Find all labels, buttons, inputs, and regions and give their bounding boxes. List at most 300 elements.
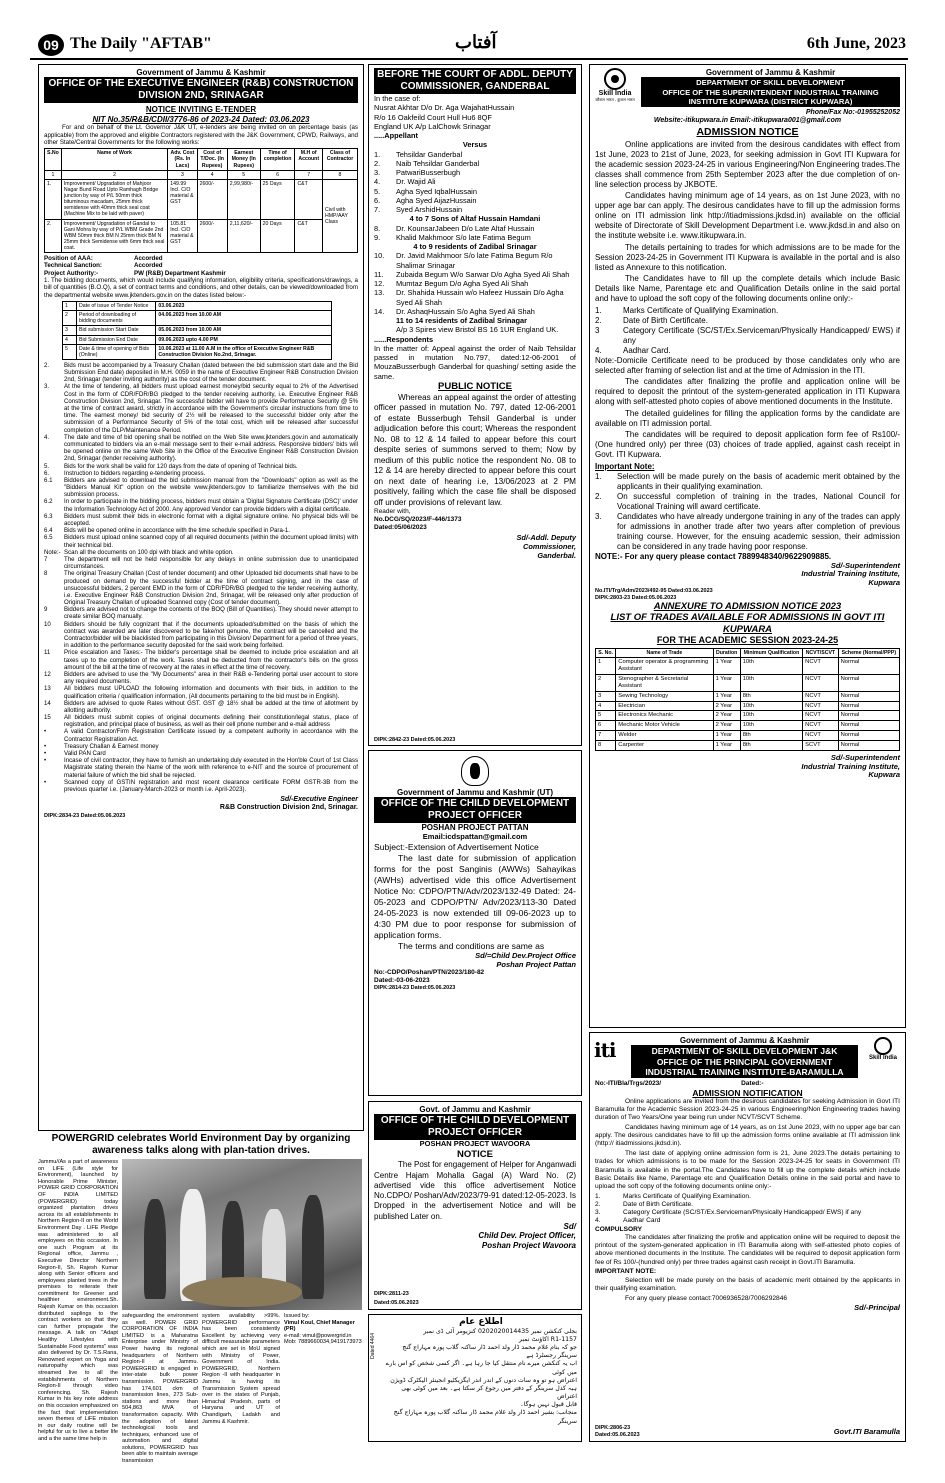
table-cell: Normal — [838, 675, 899, 692]
list-item — [44, 527, 358, 534]
table-cell: 2600/- — [197, 179, 227, 219]
wavoora-title: NOTICE — [457, 1149, 493, 1161]
table-row — [63, 335, 332, 344]
item-text: Marks Certificate of Qualifying Examination. — [623, 1192, 751, 1200]
table-row — [45, 219, 358, 253]
court-date: Dated:05/06/2023 — [374, 524, 427, 532]
item-text: At the time of tendering, all bidders must upload earnest money/bid security equal to 2% of the Advertised Cost in the form of CDR/FDR/BG pledged to the tender receiving authority, i.e. Executive Engineer R&B Construction Division 2nd, Srinagar. The successful bidder will have to provide Performance Security @ 5% at the time of contract award, strictly in accordance with the Government's circular instructions from time to time. The earnest money/ bid security of 2½ will be released to the successful bidder only after the submission of a Performance Security of 5% of the total cost, which will be released after successful completion of the DLP/Maintenance Period. — [64, 383, 358, 434]
list-item — [44, 714, 358, 728]
table-cell: 09.06.2023 upto 4.00 PM — [156, 335, 332, 344]
powergrid-article — [38, 1133, 364, 1465]
kupwara-imp-title: Important Note: — [595, 461, 655, 471]
baramulla-query: For any query please contact:7006936528/7006292846 — [625, 1294, 788, 1302]
article-col3-wrap — [202, 1313, 280, 1425]
item-text: Bidders are advised to quote Rates without GST. GST @ 18½ shall be added at the time of allotment by allotting authority. — [64, 699, 358, 714]
item-text: Bidders are advised to download the bid submission manual from the "Downloads" option as well as the "Bidders Manual Kit" option on the website www.jktenders.gov to familiarize themselves with the bid submission process. — [64, 476, 358, 499]
table-cell: 1 Year — [713, 691, 740, 701]
list-item — [595, 1193, 900, 1201]
trades-header: Duration — [713, 649, 740, 658]
tender-signatory: Sd/-Executive Engineer — [280, 796, 358, 804]
field-label: Project Authority:- — [44, 269, 99, 277]
table-cell: 2,11,620/- — [227, 219, 260, 253]
table-cell: 8th — [740, 691, 802, 701]
works-col-number: 2 — [61, 170, 167, 179]
item-number: 8 — [44, 570, 48, 578]
item-number: 2. — [44, 361, 50, 369]
tender-nit: NIT No.35/R&B/CDII/3776-86 of 2023-24 Dated: 03.06.2023 — [92, 114, 310, 124]
reader-line: Reader with, — [374, 508, 411, 516]
table-cell: Improvement/ Upgradation of Gandal to Gani Mohra by way of P/L WBM Grade 2nd WBM 50mm thick BM N 25mm thick BM N 25mm thick Semidense with 6mm thick seal coat. — [61, 219, 167, 253]
item-number: • — [44, 757, 47, 765]
table-cell: Improvement/ Upgradation of Mahjoor Nagar Bund Road Upto Ramhagh Bridge junction by way of P/L 50mm thick bituminous macadam, 25mm thick semidense with 40mm thick seal coat (Machine Mix to be laid with paver) — [61, 179, 167, 219]
baramulla-imp-title: IMPORTANT NOTE: — [595, 1268, 657, 1276]
table-cell: 3 — [596, 691, 616, 701]
list-item — [44, 606, 358, 620]
aaa-row — [44, 255, 358, 262]
skill-india-logo-2 — [865, 1037, 901, 1062]
baramulla-para: Selection will be made purely on the basis of academic merit obtained by the applicants in their qualifying examination. — [595, 1276, 900, 1292]
works-header: Name of Work — [61, 149, 167, 170]
item-number: 3. — [374, 168, 381, 177]
item-text: Dr. Wajid Ali — [396, 177, 436, 187]
kupwara-note: Note:-Domicile Certificate need to be produced by those candidates only who are selected after framing of selection list and at the time of Admission in the ITI. — [595, 355, 900, 375]
annexure-session: FOR THE ACADEMIC SESSION 2023-24-25 — [656, 634, 839, 645]
item-text: Mumtaz Begum D/o Agha Syed Ali Shah — [396, 279, 529, 288]
list-item — [595, 1217, 900, 1225]
urdu-line: ہبہ کدل سرینگر کے دفتر میں رجوع کر سکتا ہے۔ بعد میں کوئی بھی اعتراض — [401, 1384, 577, 1401]
respondent-item — [374, 270, 576, 279]
item-text: All bidders must UPLOAD the following information and documents with their bids, in addition to the qualification criteria / qualification information, (All documents pertaining to the bid must be in English). — [64, 685, 358, 700]
item-text: Bidders must submit their bids in electronic format with a digital signature online. No physical bids will be accepted. — [64, 512, 358, 527]
table-cell: 25 Days — [260, 179, 295, 219]
item-text: Bidders should be fully cognizant that if the documents uploaded/submitted on the basis of which the contract was awarded are later discovered to be fake/not genuine, the contract will be cancelled and the Contractor/bidder will be blacklisted from participating in this Division/ Department for a period of three years, in addition to the performance security deposited for the said work being forfeited. — [64, 620, 358, 650]
urdu-line: اعتراض ہو تو وہ سات دنوں کے اندر اندر ایگزیکٹیو انجینئر الیکٹرک ڈویژن — [390, 1376, 577, 1384]
trades-header: NCVT/SCVT — [803, 649, 838, 658]
list-item — [374, 150, 576, 159]
table-cell: 8th — [740, 731, 802, 741]
court-signatory: Ganderbal. — [537, 551, 576, 560]
list-item — [44, 671, 358, 685]
table-cell: 5 — [63, 344, 77, 359]
table-row — [596, 701, 900, 711]
item-number: 12 — [44, 670, 51, 678]
public-notice-title: PUBLIC NOTICE — [438, 380, 512, 392]
table-cell: Bid submission Start Date — [77, 326, 156, 335]
table-cell: NCVT — [803, 711, 838, 721]
skill-india-logo — [594, 68, 636, 103]
table-cell: 8th — [740, 740, 802, 750]
respondent-item — [374, 288, 576, 307]
table-cell: 105.81 Incl. C/O material & GST — [168, 219, 197, 253]
item-number: 4. — [44, 433, 50, 441]
kupwara-para: Candidates having minimum age of 14 years, as on 1st June 2023, with no upper age bar can apply. The desirous candidates have to fill up the admission forms online on ITI admission link http://itiadmissions.jkdsd.in) available on the official website of Directorate of Skill Development Department i.e. www.jkdsd.in and also on the institute website i.e. www.itikupwara.in. — [595, 191, 900, 241]
item-number: 1. — [595, 1192, 601, 1200]
item-number: 13. — [374, 288, 385, 298]
table-cell: Normal — [838, 731, 899, 741]
respondent-list — [374, 150, 576, 215]
item-number: 6. — [44, 469, 50, 477]
baramulla-para: Candidates having minimum age of 14 years, as on 1st June 2023, with no upper age bar can apply. The desirous candidates have to fill up the admission forms online available at ITI admission link (http:// itiadmissions.jkdsd.in). — [595, 1123, 900, 1148]
list-item — [595, 1201, 900, 1209]
works-col-number: 3 — [168, 170, 197, 179]
skill-india-label: Skill India — [598, 90, 632, 97]
table-cell: 1 Year — [713, 675, 740, 692]
table-cell: Electrician — [616, 701, 713, 711]
item-text: Date of Birth Certificate. — [623, 1200, 693, 1208]
respondent-group: 11 to 14 residents of Zadibal Srinagar — [396, 316, 528, 325]
list-item — [44, 513, 358, 527]
wavoora-body: The Post for engagement of Helper for Anganwadi Centre Hajam Mohalla Gagal (A) Ward No. (2) advertised vide this office advertisement Notice No.CDPO/ Poshan/Adv/2023/79-91 dated:12-05-2023. Is Dropped in the advertisement Notice and will be published Later on. — [374, 1160, 576, 1221]
item-number: 1. — [595, 305, 602, 315]
ts-row — [44, 262, 358, 269]
table-cell: Normal — [838, 691, 899, 701]
kupwara-office-banner — [641, 77, 900, 106]
works-header: Cost of T/Doc. (In Rupees) — [197, 149, 227, 170]
works-col-number: 1 — [45, 170, 62, 179]
works-header: Class of Contractor — [322, 149, 357, 170]
pattan-office: OFFICE OF THE CHILD DEVELOPMENT PROJECT OFFICER — [374, 797, 576, 823]
respondent-group: 4 to 7 Sons of Altaf Hussain Hamdani — [409, 214, 541, 224]
appellant-line: England UK A/p LalChowk Srinagar — [374, 121, 491, 131]
item-number: 13 — [44, 685, 51, 693]
table-cell: 2600/- — [197, 219, 227, 253]
item-text: Candidates who have already undergone training in any of the trades can apply for admissions in another trade after two years after completion of previous training course. However, for the ensuing academic session, their admission can be considered in any trade having poor response. — [617, 511, 900, 551]
table-cell: NCVT — [803, 701, 838, 711]
item-number: 6.1 — [44, 476, 53, 484]
baramulla-office-banner — [631, 1045, 858, 1078]
issue-date: 6th June, 2023 — [806, 35, 906, 52]
baramulla-signatory: Govt.ITI Baramulla — [833, 1427, 900, 1437]
item-number: 11. — [374, 269, 384, 279]
table-row — [63, 344, 332, 359]
list-item — [374, 168, 576, 177]
table-cell: 10th — [740, 675, 802, 692]
paper-logo: آفتاب — [455, 32, 497, 53]
table-row — [596, 691, 900, 701]
baramulla-dept: DEPARTMENT OF SKILL DEVELOPMENT J&K — [651, 1046, 838, 1057]
works-header: Earnest Money (In Rupees) — [227, 149, 260, 170]
list-item — [44, 362, 358, 384]
table-cell: Carpenter — [616, 740, 713, 750]
trades-table — [595, 648, 900, 750]
works-header: S.No — [45, 149, 62, 170]
table-cell: 10th — [740, 721, 802, 731]
field-value: Accorded — [134, 262, 163, 270]
table-cell: NCVT — [803, 731, 838, 741]
wavoora-signatory: Child Dev. Project Officer, — [478, 1231, 576, 1241]
case-label: In the case of: — [374, 94, 421, 103]
list-item — [44, 556, 358, 570]
urdu-line: اب یہ کنکشن میرے نام منتقل کیا جا رہا ہے۔ اگر کسی شخص کو اس بارے میں کوئی — [385, 1360, 577, 1376]
item-number: 2. — [374, 158, 381, 168]
baramulla-ref-row — [595, 1080, 900, 1088]
item-text: Bids for the work shall be valid for 120 days from the date of opening of Technical bids. — [64, 462, 298, 470]
skill-india-label: Skill India — [868, 1055, 897, 1061]
item-text: Dr. AshaqHussain S/o Agha Syed Ali Shah — [396, 306, 535, 316]
court-ref-no: No.DCG/SQ/2023/F-446/1373 — [374, 516, 462, 524]
item-number: 14 — [44, 699, 51, 707]
works-header: Adv. Cost (Rs. In Lacs) — [168, 149, 197, 170]
tender-govt: Government of Jammu & Kashmir — [136, 68, 266, 77]
list-item — [44, 728, 358, 742]
list-item — [44, 649, 358, 671]
item-number: 6.3 — [44, 512, 53, 520]
table-cell: Normal — [838, 658, 899, 675]
matter-text: In the matter of: Appeal against the order of Naib Tehsildar passed in mutation No.797, dated:12-06-2001 of MouzaBusserbugh Ganderbal for quashing/ setting aside the same. — [374, 343, 576, 381]
list-item — [374, 159, 576, 168]
item-number: 1. — [374, 149, 381, 159]
article-col1: Jammu//As a part of awareness on LiFE (Life style for Environment), launched by Honorable Prime Minister, POWER GRID CORPORATION OF INDIA LIMITED (POWERGRID) today organized plantation drives across its all establishments in Northern Region-II on the World Environment Day . LiFE Pledge was administered to all employees on this occasion. In one such Program at its Regional office, Jammu , Executive Director Northern Region-II, Sh. Rajesh Kumar along with Senior officers and employees planted trees in the premises to reiterate their commitment for Greener and healthier environment.Sh. Rajesh Kumar on this occasion distributed saplings to the contract workers so that they can further propagate the message. A talk on "Adapt Healthy Lifestyles with Sustainable Food systems" was also delivered by Dr. T.S.Rana, Renowned expert on Yoga and naturopathy which was streamed live to all the establishments of Northern Region-II through video conferencing. Sh. Rajesh Kumar in his key note address on this occasion emphasized on the fact that implementation seven themes of LiFE mission in our daily routine will be helpful for us to live a better life and a the same time help in — [38, 1159, 118, 1442]
baramulla-title: ADMISSION NOTIFICATION — [692, 1087, 803, 1098]
table-cell: 10th — [740, 658, 802, 675]
item-text: Aadhar Card. — [623, 345, 671, 355]
list-item — [44, 743, 358, 750]
table-cell: Normal — [838, 721, 899, 731]
trades-header: S. No. — [596, 649, 616, 658]
respondent-address: A/p 3 Spires view Bristol BS 16 1UR England UK. — [396, 325, 559, 335]
item-number: 12. — [374, 279, 385, 288]
table-cell: Civil with HMP/AAY Class — [322, 179, 357, 252]
item-number: 6. — [374, 195, 381, 205]
list-item — [44, 750, 358, 757]
iti-logo: iti — [594, 1038, 616, 1062]
list-item — [595, 316, 900, 326]
item-number: • — [44, 778, 47, 786]
wavoora-signatory: Poshan Project Wavoora — [481, 1240, 576, 1250]
item-number: 5. — [374, 186, 381, 196]
list-item — [595, 306, 900, 316]
field-label: Position of AAA: — [44, 255, 93, 263]
pattan-body — [374, 842, 576, 952]
table-cell: 1 Year — [713, 731, 740, 741]
kupwara-para: The detailed guidelines for filling the application forms by the candidate are available on ITI admission portal. — [595, 408, 900, 428]
list-item — [374, 177, 576, 186]
table-cell: 1. — [45, 179, 62, 219]
field-value: Accorded — [134, 255, 163, 263]
kupwara-para: The candidates after finalizing the profile and application online will be required to deposit the printout of the system-generated application in ITI Kupwara along with self-attested photo copies of above mentioned documents in the Institute. — [595, 377, 900, 407]
item-number: 2. — [595, 1200, 601, 1208]
item-text: In order to participate in the bidding process, bidders must obtain a 'Digital Signature Certificate (DSC)' under the Information Technology Act of 2000. Any approved Vendor can provide bidders with a digital certificate. — [64, 498, 358, 513]
pattan-subject: Subject:-Extension of Advertisement Notice — [374, 841, 539, 852]
item-number: 2. — [595, 491, 602, 501]
item-number: 10 — [44, 620, 51, 628]
table-cell: 20 Days — [260, 219, 295, 253]
field-label: Technical Sanction: — [44, 262, 102, 270]
tender-notice — [38, 64, 364, 1131]
table-cell: Sewing Technology — [616, 691, 713, 701]
list-item — [44, 383, 358, 433]
masthead — [30, 32, 908, 60]
item-number: 14. — [374, 306, 385, 316]
list-item — [595, 472, 900, 492]
table-cell: 149.99 Incl. C/O material & GST — [168, 179, 197, 219]
item-text: Bids will be opened online in accordance with the time schedule specified in Para-1. — [64, 527, 290, 535]
table-cell: 5 — [596, 711, 616, 721]
iti-kupwara-notice — [589, 64, 906, 1028]
item-text: Incase of civil contractor, they have to furnish an undertaking duly executed in the Hon'ble Court of 1st Class Magistrate stating therein the Name of the work with reference to e-NIT and the source of procurement of material failure of which the bid shall be rejected. — [64, 757, 358, 779]
table-cell: Normal — [838, 711, 899, 721]
respondent-item — [374, 251, 576, 270]
item-number: 7. — [374, 205, 381, 214]
works-col-number: 4 — [197, 170, 227, 179]
item-text: The date and time of bid opening shall be notified on the Web Site www.jktenders.gov.in and automatically communicated to bidders via an e-mail message sent to their e-mail address. Responsive bidders' bids will be opened online on the same Web Site in the Office of the Executive Engineer R&B Construction Division 2nd, Srinagar (tender receiving authority). — [64, 433, 358, 463]
table-cell: 05.06.2023 from 10.00 AM — [156, 326, 332, 335]
page-number: 09 — [38, 34, 64, 56]
article-col2: safeguarding the environment as well. POWER GRID CORPORATION OF INDIA LIMITED is a Maharatna Enterprise under Ministry of Power having its regional headquarters of Northern Region-II at Jammu. POWERGRID is engaged in inter-state bulk power transmission. POWERGRID has 174,601 ckm of transmission lines, 273 Sub-stations and more than 504,863 MVA of transformation capacity. With the adoption of latest technological tools and techniques, enhanced use of automation and digital solutions, POWERGRID has been able to maintain average transmission — [122, 1313, 198, 1465]
works-col-number: 5 — [227, 170, 260, 179]
table-cell: 2 — [63, 311, 77, 326]
baramulla-office: OFFICE OF THE PRINCIPAL GOVERNMENT INDUSTRIAL TRAINING INSTITUTE-BARAMULLA — [645, 1056, 844, 1077]
list-item — [44, 434, 358, 463]
urdu-line: منجانب: بشیر احمد ڈار ولد غلام محمد ڈار ساکنہ گلاب پورہ مہاراج گنج سرینگر — [393, 1409, 577, 1425]
item-text: Selection will be made purely on the basis of academic merit obtained by the applicants in their qualifying examination. — [617, 471, 900, 491]
table-row — [63, 302, 332, 311]
list-item — [595, 512, 900, 552]
cdpo-pattan-notice — [368, 750, 582, 1096]
item-number: 1. — [595, 471, 602, 481]
urdu-body — [385, 1328, 577, 1426]
appellant-line: Nusrat Akhtar D/o Dr. Aga WajahatHussain — [374, 103, 515, 113]
item-text: The department will not be held responsible for any delays in online submission due to unanticipated circumstances. — [64, 555, 358, 571]
annexure-subtitle: LIST OF TRADES AVAILABLE FOR ADMISSIONS IN GOVT ITI KUPWARA — [610, 612, 885, 635]
tender-clauses — [44, 362, 358, 793]
wavoora-date: Dated:05.06.2023 — [374, 1299, 419, 1306]
baramulla-dipk-date: Dated:05.06.2023 — [595, 1431, 640, 1438]
item-number: 8. — [374, 223, 381, 233]
item-text: Category Certificate (SC/ST/Ex.Serviceman/Physically Handicapped/ EWS) if any — [623, 1209, 862, 1217]
baramulla-para: The candidates after finalizing the profile and application online will be required to deposit the printout of the system-generated application in ITI Baramulla along with self-attested photo copies of above mentioned documents in the Institute. The candidates will be required to deposit application form fee of Rs 100/-(hundred only) per three trades against cash receipt in Govt.ITI Baramulla. — [595, 1233, 900, 1266]
item-text: Dr. Shahida Hussain w/o Hafeez Hussain D/o Agha Syed Ali Shah — [396, 288, 564, 307]
pattan-email: Email:icdspattan@gmail.com — [422, 831, 528, 841]
item-number: 15 — [44, 714, 51, 722]
respondent-item — [374, 233, 576, 242]
table-cell: Bid Submission End Date — [77, 335, 156, 344]
table-cell: 8 — [596, 740, 616, 750]
item-text: On successful completion of training in the trades, National Council for Vocational Training will award certificate. — [617, 491, 900, 511]
item-number: • — [44, 750, 47, 757]
item-number: 3 — [595, 325, 600, 335]
baramulla-dated: Dated:- — [741, 1080, 764, 1087]
table-cell: Date & time of opening of Bids (Online) — [77, 344, 156, 359]
item-text: Agha Syed AijazHussain — [396, 195, 477, 205]
table-cell: 2 — [596, 675, 616, 692]
list-item — [44, 779, 358, 793]
wavoora-signatory: Sd/ — [563, 1221, 576, 1231]
table-row — [596, 740, 900, 750]
kupwara-phone: Phone/Fax No:-01955252052 — [805, 108, 900, 116]
kupwara-para: The Candidates have to fill up the complete details which include Basic Details like Name, Parentage etc and Qualification Details online in the said portal and have to upload the soft copy of the following documents online only:- — [595, 274, 900, 304]
item-number: Note:- — [44, 548, 61, 556]
kupwara-docs — [595, 306, 900, 356]
kupwara-office: OFFICE OF THE SUPERINTENDENT INDUSTRIAL TRAINING INSTITUTE KUPWARA (DISTRICT KUPWARA) — [662, 87, 879, 106]
table-row — [596, 658, 900, 675]
table-cell: NCVT — [803, 721, 838, 731]
pa-row — [44, 270, 358, 277]
table-row — [596, 731, 900, 741]
tender-dipk: DIPK:2834-23 Dated:05.06.2023 — [44, 812, 126, 819]
respondent-group: 4 to 9 residents of Zadibal Srinagar — [413, 242, 537, 251]
annexure-signatory: Kupwara — [868, 770, 900, 780]
kupwara-govt: Government of Jammu & Kashmir — [705, 68, 836, 77]
item-text: Date of Birth Certificate. — [623, 315, 708, 325]
table-cell: 1 — [596, 658, 616, 675]
list-item — [44, 621, 358, 650]
baramulla-signatory: Sd/-Principal — [854, 1303, 900, 1313]
trades-header: Name of Trade — [616, 649, 713, 658]
urdu-line: بجلی کنکشن نمبر 0202020014435 کنزیومر آئی ڈی نمبر — [423, 1327, 577, 1335]
item-number: 9 — [44, 606, 48, 614]
court-signatory: Commissioner, — [523, 541, 576, 551]
issued-by: Issued by: — [284, 1313, 310, 1319]
list-item — [44, 549, 358, 556]
item-number: • — [44, 728, 47, 736]
tender-title: NOTICE INVITING E-TENDER — [145, 105, 257, 115]
item-number: 4. — [595, 345, 602, 355]
kupwara-para: Online applications are invited from the desirous candidates with effect from 1st June, 2023 to 21st of June, 2023, for seeking admission in Govt ITI Kupwara for the academic session 2023-24-25 in various Engineering/Non Engineering trades.The classes shall commence from 25th September 2023 after the due completion of on-line selection process by JKBOTE. — [595, 139, 900, 189]
table-cell: 2 Year — [713, 711, 740, 721]
kupwara-para: The details pertaining to trades for which admissions are to be made for the Session 2023-24-25 in Government ITI Kupwara is available in the portal and is also listed as Annexure to this notification. — [595, 242, 900, 272]
respondent-item — [374, 307, 576, 316]
kupwara-signatory: Industrial Training Institute, — [801, 569, 900, 579]
table-row — [63, 326, 332, 335]
table-cell: 03.06.2023 — [156, 302, 332, 311]
table-cell: 1 — [63, 302, 77, 311]
kupwara-signatory: Sd/-Superintendent — [830, 560, 900, 570]
court-dipk: DIPK:2842-23 Dated:05.06.2023 — [374, 736, 456, 743]
respondent-item — [374, 224, 576, 233]
baramulla-docs — [595, 1193, 900, 1226]
item-text: Tehsildar Ganderbal — [396, 149, 463, 159]
list-item — [374, 205, 576, 214]
item-number: 10. — [374, 251, 385, 261]
item-text: Dr. Javid Makhmoor S/o late Fatima Begum R/o Shalimar Srinagar — [396, 251, 553, 270]
item-text: Bidders are advised to use the "My Documents" area in their R&B e-Tendering portal user account to store any required documents. — [64, 670, 358, 686]
item-number: 6.2 — [44, 498, 53, 506]
item-number: 4. — [374, 177, 381, 187]
item-text: Khalid Makhmoor S/o late Fatima Begum — [396, 232, 531, 242]
field-value: PW (R&B) Department Kashmir — [134, 269, 226, 277]
works-header: Time of completion — [260, 149, 295, 170]
list-item — [595, 492, 900, 512]
pattan-text: The last date for submission of application forms for the post Sanginis (AWWs) Sahayikas (AWHs) advertised vide this office Advertisement Notice No: CDPO/PTN/Adv/2023/132-49 Dated: 24-05-2023 and CDPO/PTN/ Adv/2023/113-30 Dated 24-05-2023 is now extended till 09-06-2023 up to 4:30 PM due to poor response for submission of application forms. — [374, 852, 576, 940]
tender-signatory-office: R&B Construction Division 2nd, Srinagar. — [219, 804, 358, 812]
list-item — [44, 498, 358, 512]
table-cell: 10th — [740, 711, 802, 721]
table-cell: 1 Year — [713, 658, 740, 675]
table-cell: Electronics Mechanic — [616, 711, 713, 721]
pattan-signatory: Sd/=Child Dev.Project Office — [475, 950, 576, 960]
urdu-notice — [368, 1314, 582, 1442]
annexure-title: ANNEXURE TO ADMISSION NOTICE 2023 — [653, 601, 842, 613]
works-col-number: 8 — [322, 170, 357, 179]
table-cell: Normal — [838, 740, 899, 750]
item-text: A valid Contractor/Firm Registration Certificate issued by a competent authority in accordance with the Contractor Registration Act. — [64, 728, 358, 743]
item-number: 7 — [44, 555, 48, 563]
trades-header: Minimum Qualification — [740, 649, 802, 658]
table-row — [63, 311, 332, 326]
appellant-line: R/o 16 Oakfeild Court Hull Hu6 8QF — [374, 112, 492, 122]
appellant-label: .....Appellant — [374, 131, 418, 140]
pattan-date: Dated:-03-06-2023 — [374, 977, 430, 985]
table-cell: 7 — [596, 731, 616, 741]
list-item — [44, 570, 358, 606]
baramulla-para: Online applications are invited from the desirous candidates for seeking Admission in Govt ITI Baramulla for the Academic Session 2023-24-25 in various Engineering/Non Engineering trades having duration of Two Years/One year being run under NCVT/SCVT Scheme. — [595, 1097, 900, 1122]
table-cell: Computer operator & programming Assistant — [616, 658, 713, 675]
table-cell: 6 — [596, 721, 616, 731]
table-cell: 4 — [596, 701, 616, 711]
table-cell: Date of issue of Tender Notice — [77, 302, 156, 311]
kupwara-website: Website:-itikupwara.in Email:-itikupwara001@gmail.com — [653, 117, 842, 125]
